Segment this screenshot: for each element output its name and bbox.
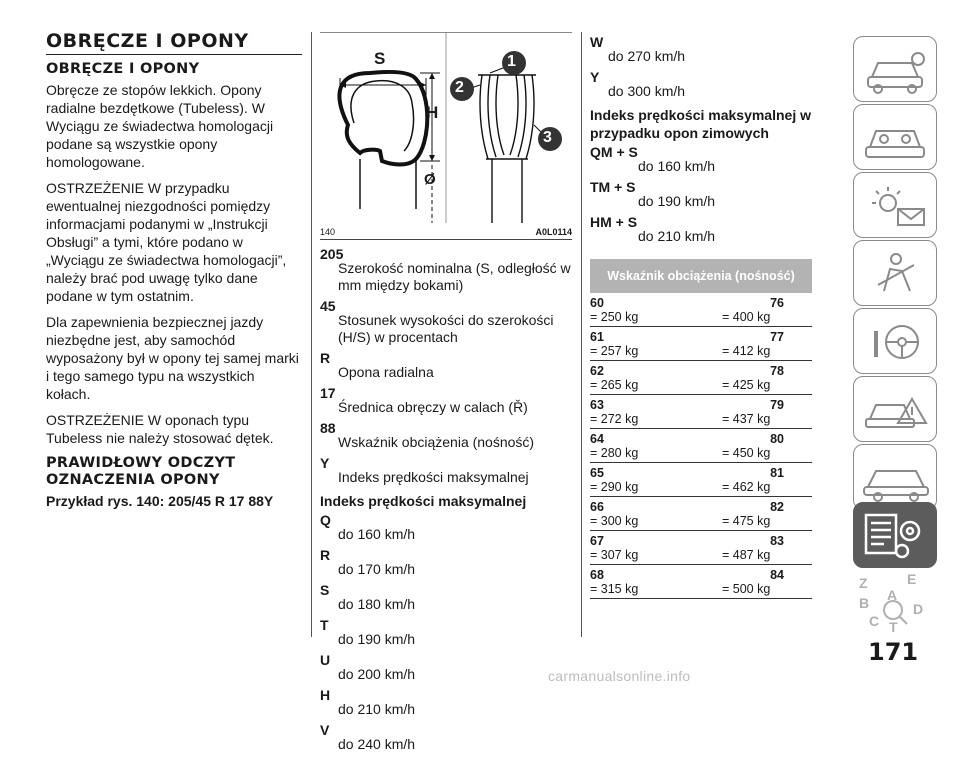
paragraph-same-tyres: Dla zapewnienia bezpiecznej jazdy niezbędne jest, aby samochód wyposażony był w opony tej samej marki i tego samego typu na wszystkich kołach. — [46, 314, 299, 402]
callout-2: 2 — [455, 79, 464, 96]
speed-item: T do 190 km/h — [320, 617, 416, 647]
winter-item: TM + S do 190 km/h — [590, 179, 716, 209]
table-row: 68 = 315 kg 84 = 500 kg — [590, 565, 812, 599]
svg-text:B: B — [859, 595, 870, 611]
index-letters-icon[interactable] — [853, 570, 937, 636]
speed-item: Y do 300 km/h — [590, 69, 686, 99]
figure-number: 140 — [320, 227, 336, 237]
load-index-table — [590, 259, 812, 599]
car-breakdown-icon[interactable] — [853, 376, 937, 442]
code-item: R Opona radialna — [320, 350, 434, 380]
speed-index-heading: Indeks prędkości maksymalnej — [320, 493, 527, 509]
paragraph-warning-homologation: OSTRZEŻENIE W przypadku ewentualnej niezgodności pomiędzy informacjami podanymi w „Instrukcji Obsługi” a tymi, które podano w „Wyciągu ze świadectwa homologacji”, należy brać pod uwagę tylko dane podane w tym ostatnim. — [46, 180, 287, 304]
svg-text:Z: Z — [859, 575, 868, 591]
speed-item: Q do 160 km/h — [320, 512, 416, 542]
speed-item: V do 240 km/h — [320, 722, 416, 752]
technical-data-icon[interactable] — [853, 502, 937, 568]
table-row: 60 = 250 kg 76 = 400 kg — [590, 293, 812, 327]
svg-text:C: C — [869, 613, 880, 629]
example-line: Przykład rys. 140: 205/45 R 17 88Y — [46, 493, 274, 509]
table-row: 63 = 272 kg 79 = 437 kg — [590, 395, 812, 429]
svg-text:T: T — [889, 619, 898, 635]
tyre-figure — [320, 32, 572, 223]
table-row: 67 = 307 kg 83 = 487 kg — [590, 531, 812, 565]
reading-heading: PRAWIDŁOWY ODCZYT OZNACZENIA OPONY — [46, 455, 236, 488]
speed-item: R do 170 km/h — [320, 547, 416, 577]
section-title: OBRĘCZE I OPONY — [46, 30, 302, 55]
tyre-cross-section-illustration — [320, 33, 572, 223]
car-front-icon[interactable] — [853, 36, 937, 102]
speed-index-list-cont — [590, 36, 812, 100]
winter-item: QM + S do 160 km/h — [590, 144, 716, 174]
speed-item: H do 210 km/h — [320, 687, 416, 717]
code-item: 45 Stosunek wysokości do szerokości (H/S) w procentach — [320, 298, 554, 345]
dashboard-car-icon[interactable] — [853, 104, 937, 170]
column-3 — [590, 0, 812, 599]
callout-1: 1 — [507, 53, 516, 70]
column-divider — [581, 32, 582, 637]
label-s: S — [374, 49, 386, 68]
svg-text:D: D — [913, 601, 924, 617]
speed-item: W do 270 km/h — [590, 34, 686, 64]
label-diameter: Ø — [424, 171, 436, 188]
car-side-icon[interactable] — [853, 444, 937, 510]
figure-code: A0L0114 — [535, 227, 572, 237]
watermark: carmanualsonline.info — [548, 668, 691, 684]
code-item: Y Indeks prędkości maksymalnej — [320, 455, 529, 485]
column-1 — [46, 0, 302, 514]
column-divider — [311, 32, 312, 637]
label-h: H — [426, 103, 439, 122]
figure-caption — [320, 227, 572, 240]
code-item: 17 Średnica obręczy w calach (Ř) — [320, 385, 528, 415]
table-header: Wskaźnik obciążenia (nośność) — [590, 259, 812, 293]
code-item: 88 Wskaźnik obciążenia (nośność) — [320, 420, 535, 450]
table-row: 66 = 300 kg 82 = 475 kg — [590, 497, 812, 531]
svg-text:E: E — [907, 571, 917, 587]
table-row: 64 = 280 kg 80 = 450 kg — [590, 429, 812, 463]
table-row: 61 = 257 kg 77 = 412 kg — [590, 327, 812, 361]
winter-item: HM + S do 210 km/h — [590, 214, 716, 244]
winter-speed-list — [590, 146, 812, 245]
speed-item: S do 180 km/h — [320, 582, 416, 612]
code-item: 205 Szerokość nominalna (S, odległość w mm między bokami) — [320, 246, 571, 293]
table-row: 62 = 265 kg 78 = 425 kg — [590, 361, 812, 395]
tyre-code-list — [320, 248, 572, 486]
speed-item: U do 200 km/h — [320, 652, 416, 682]
steering-wheel-icon[interactable] — [853, 308, 937, 374]
paragraph-warning-tubeless: OSTRZEŻENIE W oponach typu Tubeless nie należy stosować dętek. — [46, 412, 274, 446]
table-row: 65 = 290 kg 81 = 462 kg — [590, 463, 812, 497]
winter-speed-heading: Indeks prędkości maksymalnej w przypadku opon zimowych — [590, 107, 811, 141]
paragraph-rims: Obręcze ze stopów lekkich. Opony radialne bezdętkowe (Tubeless). W Wyciągu ze świadectwa homologacji podane są wszystkie opony homologowane. — [46, 82, 274, 170]
column-2 — [320, 0, 572, 759]
warning-lights-icon[interactable] — [853, 172, 937, 238]
subsection-title: OBRĘCZE I OPONY — [46, 61, 200, 77]
speed-index-list — [320, 514, 572, 753]
airbag-seat-icon[interactable] — [853, 240, 937, 306]
callout-3: 3 — [543, 129, 552, 146]
svg-text:A: A — [887, 587, 898, 603]
page-number: 171 — [868, 638, 919, 666]
